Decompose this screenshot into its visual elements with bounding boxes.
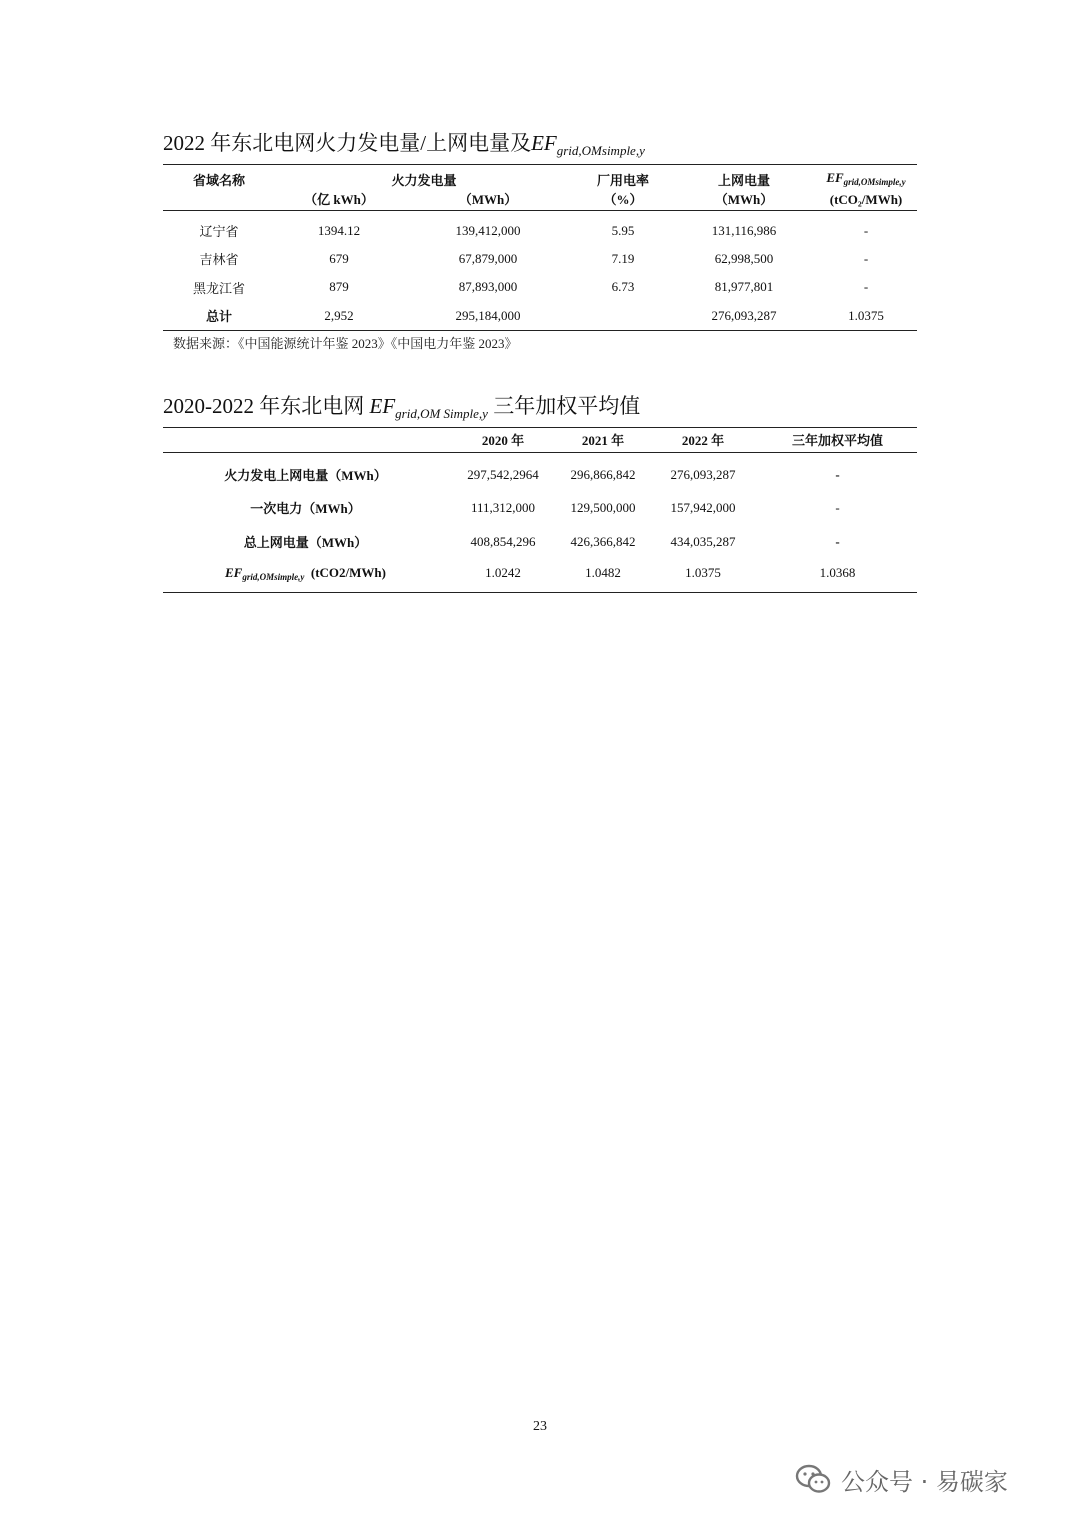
cell-gen-100m: 1394.12 bbox=[317, 222, 361, 238]
header-ef-sub: grid,OMsimple,y bbox=[843, 177, 906, 187]
table1-title bbox=[163, 130, 917, 164]
cell-2022: 1.0375 bbox=[685, 565, 721, 581]
header-2022: 2022 年 bbox=[681, 432, 725, 448]
table2-title-ef: EF bbox=[369, 394, 396, 418]
cell-gen-mwh: 139,412,000 bbox=[455, 222, 521, 238]
cell-2020: 1.0242 bbox=[485, 565, 521, 581]
cell-ef: 1.0375 bbox=[848, 307, 884, 323]
table-row bbox=[163, 211, 917, 245]
cell-grid: 131,116,986 bbox=[711, 222, 777, 238]
cell-ef: - bbox=[863, 279, 869, 294]
header-2020: 2020 年 bbox=[481, 432, 525, 448]
cell-rate bbox=[573, 302, 673, 331]
cell-grid: 276,093,287 bbox=[711, 307, 777, 323]
cell-rate: 7.19 bbox=[611, 250, 635, 266]
table-row bbox=[163, 491, 917, 525]
header-2021: 2021 年 bbox=[581, 432, 625, 448]
cell-gen-100m: 679 bbox=[329, 250, 349, 266]
ef-label-sub: grid,OMsimple,y bbox=[242, 571, 305, 582]
table-row-ef bbox=[163, 559, 917, 593]
cell-2021: 426,366,842 bbox=[570, 533, 636, 549]
header-thermal: 火力发电量 bbox=[391, 172, 457, 188]
table1-title-text: 2022 年东北电网火力发电量/上网电量及 bbox=[163, 131, 532, 155]
header-ef-unit: (tCO₂/MWh) bbox=[829, 192, 903, 207]
cell-gen-mwh: 295,184,000 bbox=[455, 307, 521, 323]
table-row bbox=[163, 245, 917, 273]
header-thermal-unit-b: （MWh） bbox=[458, 192, 518, 207]
cell-grid: 81,977,801 bbox=[714, 279, 774, 294]
table-row-total bbox=[163, 302, 917, 331]
header-plant-rate-unit: （%） bbox=[603, 192, 643, 207]
table-row bbox=[163, 453, 917, 491]
table2-title-text: 2020-2022 年东北电网 bbox=[163, 394, 370, 418]
cell-2022: 276,093,287 bbox=[670, 466, 736, 482]
table-row bbox=[163, 525, 917, 559]
table1-header-row-1 bbox=[163, 165, 917, 192]
table1-header-row-2 bbox=[163, 191, 917, 211]
cell-province: 吉林省 bbox=[199, 252, 239, 267]
cell-avg: - bbox=[835, 466, 840, 482]
table2-title bbox=[163, 393, 917, 427]
watermark bbox=[795, 1459, 1008, 1499]
cell-2021: 296,866,842 bbox=[570, 466, 636, 482]
table1-title-ef: EF bbox=[531, 131, 557, 155]
table-row bbox=[163, 273, 917, 302]
cell-label: 总上网电量（MWh） bbox=[243, 535, 368, 550]
cell-gen-mwh: 87,893,000 bbox=[458, 279, 518, 294]
table1-block bbox=[163, 130, 917, 352]
cell-2020: 297,542,2964 bbox=[467, 466, 539, 482]
ef-label-unit: (tCO2/MWh) bbox=[310, 564, 386, 580]
cell-2022: 434,035,287 bbox=[670, 533, 736, 549]
table2-header-row bbox=[163, 428, 917, 453]
header-ef-text: EF bbox=[826, 170, 844, 185]
ef-label-text: EF bbox=[225, 564, 243, 580]
cell-province: 辽宁省 bbox=[199, 224, 239, 240]
cell-grid: 62,998,500 bbox=[714, 250, 774, 266]
cell-ef: - bbox=[863, 250, 869, 266]
cell-rate: 5.95 bbox=[611, 222, 635, 238]
table1-source: 数据来源：《中国能源统计年鉴 2023》《中国电力年鉴 2023》 bbox=[173, 336, 518, 351]
header-blank bbox=[163, 191, 275, 211]
cell-province: 总计 bbox=[205, 309, 232, 325]
cell-rate: 6.73 bbox=[611, 279, 635, 294]
cell-label bbox=[163, 559, 448, 593]
header-province: 省域名称 bbox=[192, 172, 245, 188]
table2 bbox=[163, 427, 917, 593]
cell-label: 火力发电上网电量（MWh） bbox=[224, 468, 387, 484]
wechat-icon bbox=[795, 1464, 831, 1494]
cell-gen-100m: 2,952 bbox=[324, 307, 354, 323]
header-blank bbox=[163, 428, 448, 453]
cell-2021: 129,500,000 bbox=[570, 499, 636, 515]
header-grid-power: 上网电量 bbox=[717, 172, 770, 188]
table2-title-ef-sub: grid,OM Simple,y bbox=[395, 406, 488, 421]
table1 bbox=[163, 164, 917, 331]
table2-block bbox=[163, 393, 917, 593]
cell-ef: - bbox=[863, 222, 869, 238]
header-avg: 三年加权平均值 bbox=[791, 432, 883, 448]
cell-2021: 1.0482 bbox=[585, 565, 621, 581]
cell-avg: - bbox=[835, 499, 840, 515]
cell-label: 一次电力（MWh） bbox=[250, 501, 361, 516]
header-plant-rate: 厂用电率 bbox=[596, 172, 649, 188]
header-ef bbox=[815, 165, 917, 192]
cell-2022: 157,942,000 bbox=[670, 499, 736, 515]
header-thermal-unit-a: （亿 kWh） bbox=[304, 192, 374, 207]
cell-gen-100m: 879 bbox=[329, 279, 349, 294]
watermark-text: 公众号 · 易碳家 bbox=[841, 1467, 1008, 1496]
cell-avg: - bbox=[835, 533, 840, 549]
table1-title-ef-sub: grid,OMsimple,y bbox=[556, 143, 645, 158]
cell-gen-mwh: 67,879,000 bbox=[458, 250, 518, 266]
cell-avg: 1.0368 bbox=[819, 565, 856, 581]
header-grid-power-unit: （MWh） bbox=[714, 192, 774, 207]
cell-2020: 111,312,000 bbox=[470, 499, 536, 515]
table2-title-suffix: 三年加权平均值 bbox=[487, 394, 641, 418]
cell-province: 黑龙江省 bbox=[192, 280, 245, 296]
cell-2020: 408,854,296 bbox=[470, 533, 536, 549]
page-number: 23 bbox=[533, 1419, 547, 1434]
